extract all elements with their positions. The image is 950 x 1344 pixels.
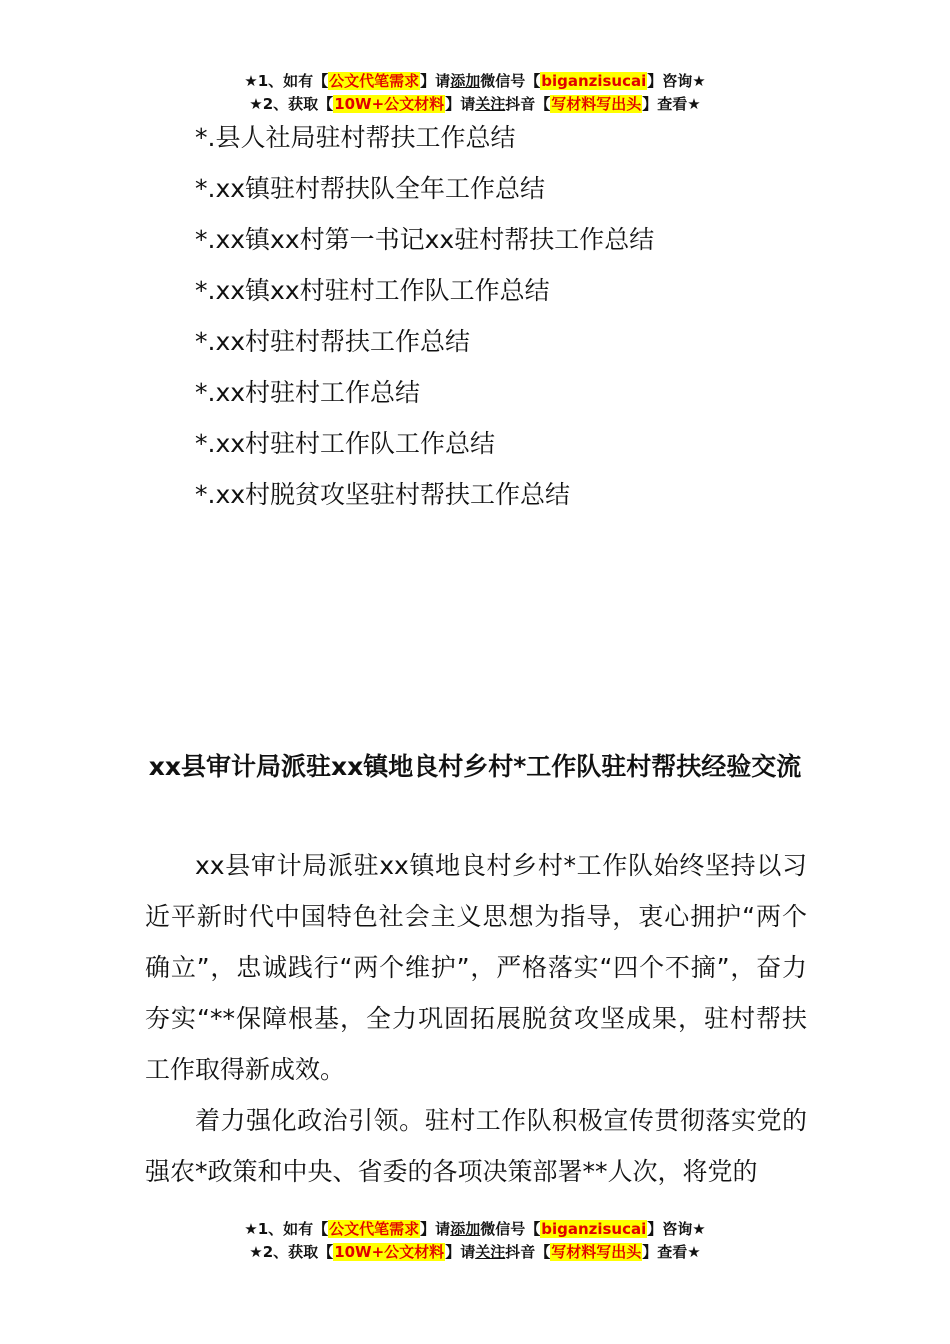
footer-banner	[0, 1218, 950, 1264]
highlight-text: 公文代笔需求	[329, 1220, 420, 1238]
list-item: *.xx村驻村工作总结	[195, 378, 421, 407]
highlight-text: 10W+公文材料	[334, 95, 445, 113]
header-banner	[0, 70, 950, 116]
banner-line-2: ★2、获取【10W+公文材料】请关注抖音【写材料写出头】查看★	[249, 95, 701, 113]
highlight-text: 公文代笔需求	[329, 72, 420, 90]
list-item: *.xx村脱贫攻坚驻村帮扶工作总结	[195, 480, 571, 509]
list-item: *.xx村驻村帮扶工作总结	[195, 327, 471, 356]
wechat-id: biganzisucai	[541, 1220, 647, 1238]
paragraph: 着力强化政治引领。驻村工作队积极宣传贯彻落实党的强农*政策和中央、省委的各项决策部署**人次，将党的	[145, 1106, 807, 1186]
list-item: *.xx村驻村工作队工作总结	[195, 429, 496, 458]
douyin-account: 写材料写出头	[551, 95, 642, 113]
article-body	[145, 840, 807, 1197]
related-docs-list	[195, 112, 654, 520]
douyin-account: 写材料写出头	[551, 1243, 642, 1261]
wechat-id: biganzisucai	[541, 72, 647, 90]
article-title: xx县审计局派驻xx镇地良村乡村*工作队驻村帮扶经验交流	[148, 752, 802, 781]
list-item: *.xx镇xx村第一书记xx驻村帮扶工作总结	[195, 225, 655, 254]
list-item: *.县人社局驻村帮扶工作总结	[195, 123, 516, 152]
banner-line-2: ★2、获取【10W+公文材料】请关注抖音【写材料写出头】查看★	[249, 1243, 701, 1261]
banner-line-1: ★1、如有【公文代笔需求】请添加微信号【biganzisucai】咨询★	[244, 1220, 706, 1238]
banner-line-1: ★1、如有【公文代笔需求】请添加微信号【biganzisucai】咨询★	[244, 72, 706, 90]
list-item: *.xx镇xx村驻村工作队工作总结	[195, 276, 550, 305]
list-item: *.xx镇驻村帮扶队全年工作总结	[195, 174, 546, 203]
paragraph: xx县审计局派驻xx镇地良村乡村*工作队始终坚持以习近平新时代中国特色社会主义思想为指导，衷心拥护“两个确立”，忠诚践行“两个维护”，严格落实“四个不摘”，奋力夯实“**保障根基，全力巩固拓展脱贫攻坚成果，驻村帮扶工作取得新成效。	[145, 851, 807, 1084]
highlight-text: 10W+公文材料	[334, 1243, 445, 1261]
